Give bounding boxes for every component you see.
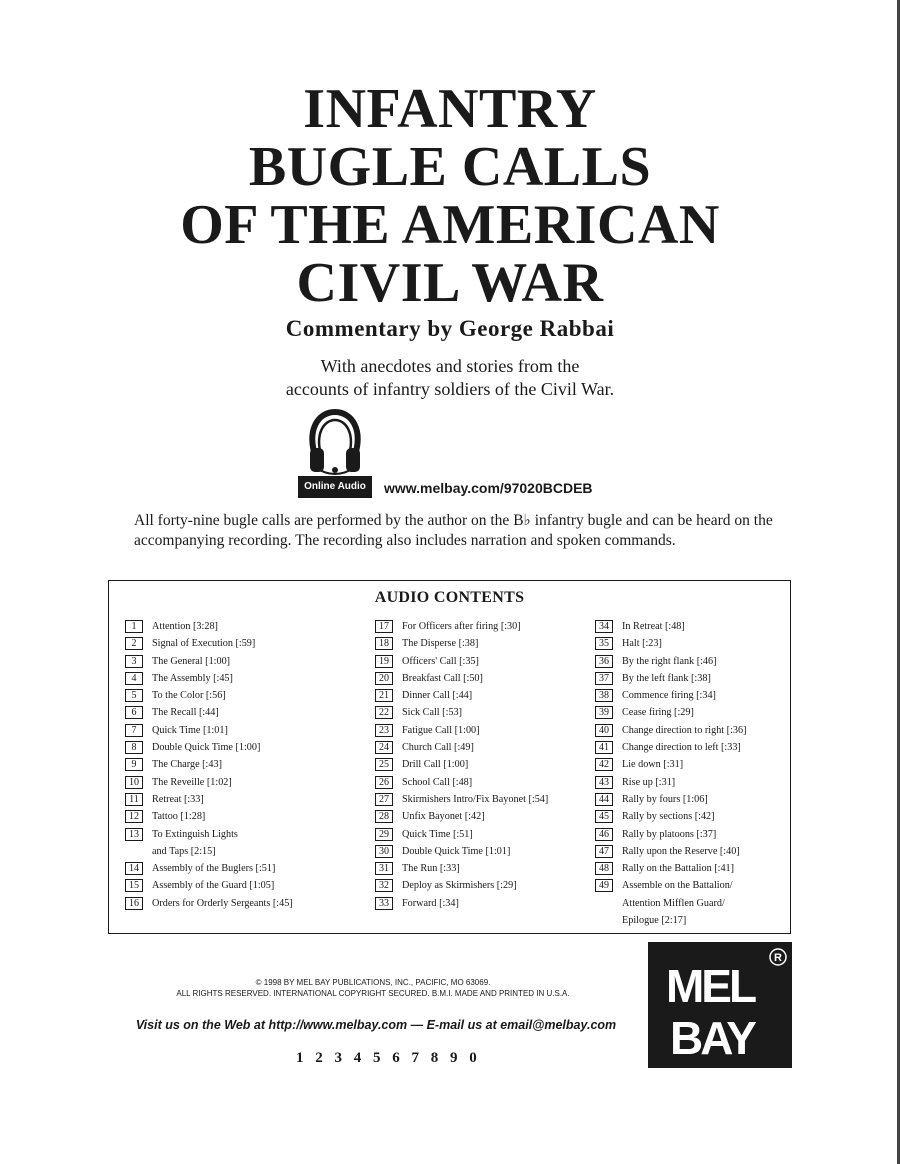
- track-title: Fatigue Call [1:00]: [402, 724, 480, 736]
- track-row: [125, 636, 355, 653]
- track-title: Skirmishers Intro/Fix Bayonet [:54]: [402, 793, 549, 805]
- track-number: 2: [125, 637, 143, 650]
- track-row: [375, 654, 595, 671]
- track-number: 36: [595, 655, 613, 668]
- audio-url-link[interactable]: www.melbay.com/97020BCDEB: [384, 480, 593, 496]
- track-row: [125, 723, 355, 740]
- subtitle-line-2: accounts of infantry soldiers of the Civil War.: [285, 379, 615, 399]
- track-row: [595, 878, 790, 895]
- track-number: [125, 845, 143, 858]
- title-line-1: INFANTRY: [303, 78, 597, 140]
- track-title: Officers' Call [:35]: [402, 655, 479, 667]
- track-title: and Taps [2:15]: [152, 845, 216, 857]
- intro-paragraph: All forty-nine bugle calls are performed by the author on the B♭ infantry bugle and can be heard on the accompanying recording. The recording also includes narration and spoken commands.: [134, 512, 773, 549]
- track-row: [595, 688, 790, 705]
- track-number: 37: [595, 672, 613, 685]
- track-number: 38: [595, 689, 613, 702]
- track-number: 1: [125, 620, 143, 633]
- track-row: [595, 775, 790, 792]
- track-column-2: [375, 619, 595, 913]
- title-line-4: CIVIL WAR: [296, 252, 604, 314]
- track-number: 44: [595, 793, 613, 806]
- track-row: [595, 671, 790, 688]
- track-row: [375, 619, 595, 636]
- track-number: 17: [375, 620, 393, 633]
- track-title: Rally by fours [1:06]: [622, 793, 708, 805]
- track-number: 18: [375, 637, 393, 650]
- track-row: [595, 809, 790, 826]
- track-number: 19: [375, 655, 393, 668]
- audio-contents-heading: AUDIO CONTENTS: [374, 589, 525, 606]
- track-row: [125, 878, 355, 895]
- track-row: [595, 844, 790, 861]
- track-row: [375, 757, 595, 774]
- track-title: Change direction to right [:36]: [622, 724, 747, 736]
- track-number: [595, 914, 613, 927]
- track-title: To Extinguish Lights: [152, 828, 238, 840]
- track-number: 3: [125, 655, 143, 668]
- track-row: [375, 861, 595, 878]
- track-title: Forward [:34]: [402, 897, 459, 909]
- track-row: [375, 740, 595, 757]
- track-title: Church Call [:49]: [402, 742, 474, 754]
- track-title: Sick Call [:53]: [402, 707, 462, 719]
- track-number: 22: [375, 706, 393, 719]
- track-number: 33: [375, 897, 393, 910]
- track-title: By the right flank [:46]: [622, 655, 717, 667]
- track-row: [125, 654, 355, 671]
- track-row: [375, 775, 595, 792]
- track-number: 35: [595, 637, 613, 650]
- track-title: Halt [:23]: [622, 638, 662, 650]
- track-title: Lie down [:31]: [622, 759, 684, 771]
- track-title: Retreat [:33]: [152, 793, 204, 805]
- track-row: [595, 827, 790, 844]
- track-title: Unfix Bayonet [:42]: [402, 811, 485, 823]
- track-number: 40: [595, 724, 613, 737]
- track-row: [595, 896, 790, 913]
- track-number: 41: [595, 741, 613, 754]
- track-title: Rally upon the Reserve [:40]: [622, 845, 740, 857]
- track-title: Quick Time [1:01]: [152, 724, 228, 736]
- track-number: 31: [375, 862, 393, 875]
- track-title: Deploy as Skirmishers [:29]: [402, 880, 517, 892]
- track-row: [125, 809, 355, 826]
- track-row: [125, 705, 355, 722]
- track-column-1: [125, 619, 355, 913]
- mel-bay-logo: [648, 942, 792, 1068]
- track-row: [125, 792, 355, 809]
- track-number: 20: [375, 672, 393, 685]
- track-row: [595, 861, 790, 878]
- track-row: [125, 827, 355, 844]
- track-row: [375, 671, 595, 688]
- track-row: [375, 896, 595, 913]
- online-audio-badge[interactable]: [298, 408, 372, 498]
- track-number: 15: [125, 879, 143, 892]
- track-row: [595, 792, 790, 809]
- track-number: 8: [125, 741, 143, 754]
- logo-line-bay: BAY: [670, 1012, 754, 1064]
- track-row: [125, 757, 355, 774]
- track-title: In Retreat [:48]: [622, 621, 685, 632]
- track-row: [595, 636, 790, 653]
- track-title: Attention [3:28]: [152, 621, 218, 632]
- track-row: [375, 827, 595, 844]
- track-number: 14: [125, 862, 143, 875]
- track-title: Breakfast Call [:50]: [402, 672, 483, 684]
- track-title: Cease firing [:29]: [622, 707, 694, 719]
- subtitle-line-1: With anecdotes and stories from the: [320, 356, 580, 376]
- track-number: 27: [375, 793, 393, 806]
- track-number: 9: [125, 758, 143, 771]
- subtitle: [0, 355, 900, 401]
- track-title: Commence firing [:34]: [622, 690, 716, 702]
- track-number: 34: [595, 620, 613, 633]
- track-number: 10: [125, 776, 143, 789]
- track-title: The Recall [:44]: [152, 707, 219, 719]
- track-title: Assemble on the Battalion/: [622, 880, 733, 892]
- track-row: [125, 671, 355, 688]
- track-number: 6: [125, 706, 143, 719]
- track-number: 26: [375, 776, 393, 789]
- track-title: The Assembly [:45]: [152, 672, 233, 684]
- track-title: The Run [:33]: [402, 863, 460, 875]
- track-title: Epilogue [2:17]: [622, 915, 687, 927]
- track-title: The Disperse [:38]: [402, 638, 479, 650]
- track-number: 16: [125, 897, 143, 910]
- track-title: To the Color [:56]: [152, 690, 226, 702]
- track-number: 32: [375, 879, 393, 892]
- track-number: 42: [595, 758, 613, 771]
- book-title: [0, 80, 900, 312]
- track-title: Change direction to left [:33]: [622, 742, 741, 754]
- track-row: [375, 792, 595, 809]
- track-title: Rally by sections [:42]: [622, 811, 715, 823]
- track-row: [375, 636, 595, 653]
- print-number-line: 1 2 3 4 5 6 7 8 9 0: [296, 1050, 481, 1066]
- copyright-notice: [108, 977, 638, 999]
- title-line-3: OF THE AMERICAN: [180, 194, 720, 256]
- track-title: Assembly of the Buglers [:51]: [152, 863, 276, 875]
- track-row: [595, 619, 790, 636]
- track-number: 47: [595, 845, 613, 858]
- track-number: 30: [375, 845, 393, 858]
- track-number: 28: [375, 810, 393, 823]
- track-number: 43: [595, 776, 613, 789]
- online-audio-label: Online Audio: [298, 476, 372, 498]
- track-number: 13: [125, 828, 143, 841]
- track-number: 29: [375, 828, 393, 841]
- track-title: Tattoo [1:28]: [152, 811, 206, 823]
- track-title: Attention Mifflen Guard/: [622, 897, 725, 909]
- track-title: Double Quick Time [1:00]: [152, 742, 261, 754]
- track-row: [125, 619, 355, 636]
- track-row: [375, 844, 595, 861]
- track-title: Double Quick Time [1:01]: [402, 845, 511, 857]
- track-title: Signal of Execution [:59]: [152, 638, 256, 650]
- track-row: [375, 809, 595, 826]
- track-number: 45: [595, 810, 613, 823]
- track-title: Rise up [:31]: [622, 776, 676, 788]
- track-number: 12: [125, 810, 143, 823]
- track-title: Drill Call [1:00]: [402, 759, 469, 771]
- track-row: [125, 688, 355, 705]
- track-title: The General [1:00]: [152, 655, 231, 667]
- track-number: 24: [375, 741, 393, 754]
- commentary-byline: Commentary by George Rabbai: [285, 316, 615, 341]
- track-title: Quick Time [:51]: [402, 828, 473, 840]
- registered-mark-letter: R: [774, 952, 782, 964]
- track-title: For Officers after firing [:30]: [402, 621, 521, 632]
- logo-line-mel: MEL: [665, 960, 755, 1012]
- track-row: [595, 757, 790, 774]
- track-number: 49: [595, 879, 613, 892]
- track-row: [125, 844, 355, 861]
- track-row: [125, 740, 355, 757]
- copyright-line-2: ALL RIGHTS RESERVED. INTERNATIONAL COPYRIGHT SECURED. B.M.I. MADE AND PRINTED IN U.S.A.: [176, 989, 570, 998]
- track-number: 7: [125, 724, 143, 737]
- track-row: [595, 654, 790, 671]
- track-row: [125, 896, 355, 913]
- track-row: [595, 740, 790, 757]
- track-title: Assembly of the Guard [1:05]: [152, 880, 275, 892]
- track-row: [595, 723, 790, 740]
- track-number: 46: [595, 828, 613, 841]
- track-title: Rally on the Battalion [:41]: [622, 863, 735, 875]
- audio-contents-box: [108, 580, 791, 934]
- copyright-line-1: © 1998 BY MEL BAY PUBLICATIONS, INC., PACIFIC, MO 63069.: [255, 978, 491, 987]
- track-number: 21: [375, 689, 393, 702]
- track-number: 48: [595, 862, 613, 875]
- track-row: [595, 705, 790, 722]
- track-number: 39: [595, 706, 613, 719]
- track-row: [125, 775, 355, 792]
- track-title: Dinner Call [:44]: [402, 690, 473, 702]
- track-title: Rally by platoons [:37]: [622, 828, 717, 840]
- track-row: [375, 688, 595, 705]
- track-number: 5: [125, 689, 143, 702]
- track-row: [375, 705, 595, 722]
- track-title: School Call [:48]: [402, 776, 473, 788]
- track-row: [595, 913, 790, 930]
- track-column-3: [595, 619, 790, 930]
- visit-web-line: Visit us on the Web at http://www.melbay.com — E-mail us at email@melbay.com: [135, 1018, 617, 1032]
- track-row: [375, 723, 595, 740]
- track-title: The Charge [:43]: [152, 759, 222, 771]
- track-row: [375, 878, 595, 895]
- track-number: [595, 897, 613, 910]
- headphones-icon: [298, 408, 372, 476]
- track-number: 4: [125, 672, 143, 685]
- track-title: Orders for Orderly Sergeants [:45]: [152, 897, 293, 909]
- title-line-2: BUGLE CALLS: [248, 136, 652, 198]
- track-title: The Reveille [1:02]: [152, 776, 232, 788]
- track-row: [125, 861, 355, 878]
- track-number: 25: [375, 758, 393, 771]
- track-title: By the left flank [:38]: [622, 672, 711, 684]
- track-number: 11: [125, 793, 143, 806]
- track-number: 23: [375, 724, 393, 737]
